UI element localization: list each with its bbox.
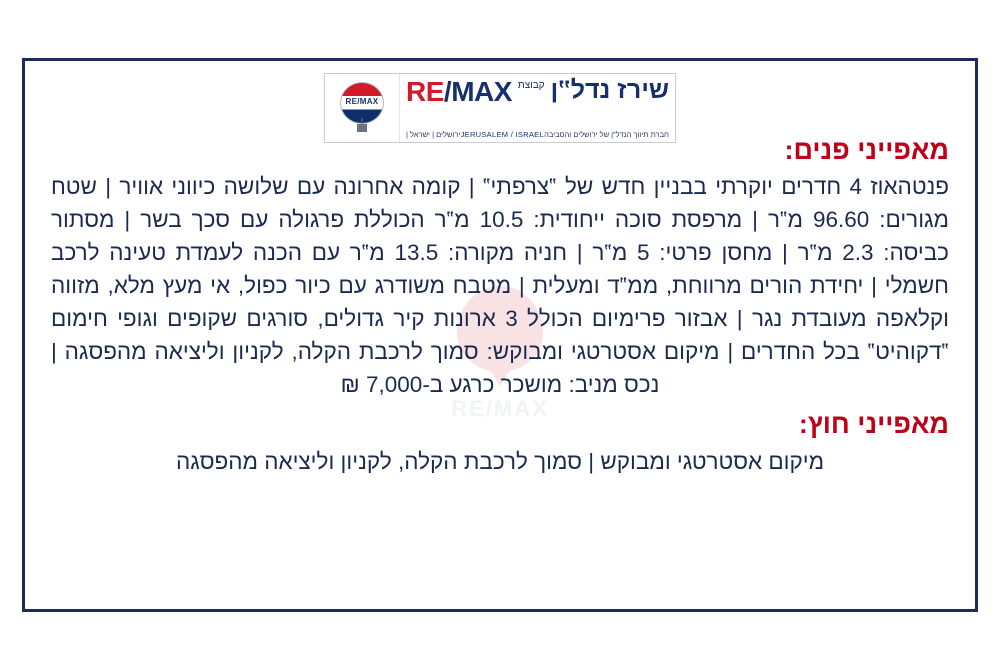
section-body-exterior: מיקום אסטרטגי ומבוקש | סמוך לרכבת הקלה, לקניון וליציאה מהפסגה <box>175 448 825 474</box>
logo-tagline-hebrew: חברת תיווך הנדל‟ן של ירושלים והסביבה <box>544 130 669 139</box>
logo-kvutzat-label: קבוצת <box>517 80 545 91</box>
watermark-label: RE/MAX <box>451 396 549 421</box>
logo-balloon-area <box>325 74 400 142</box>
section-title-exterior: מאפייני חוץ: <box>798 409 949 440</box>
remax-logo <box>324 73 676 143</box>
flyer-content <box>25 135 975 478</box>
logo-tagline-english: JERUSALEM / ISRAEL <box>460 130 544 139</box>
balloon-basket-icon <box>357 124 367 132</box>
flyer-frame <box>22 58 978 612</box>
section-title-interior: מאפייני פנים: <box>784 135 949 165</box>
logo-tagline-row <box>406 130 669 139</box>
logo-locations: ירושלים | ישראל | <box>406 130 461 139</box>
section-body-interior: פנטהאוז 4 חדרים יוקרתי בבניין חדש של ‟צרפתי‟ | קומה אחרונה עם שלושה כיווני אוויר | שטח מגורים: 96.60 מ‟ר | מרפסת סוכה ייחודית: 10.5 מ‟ר הכוללת פרגולה עם סכך בשר | מסתור כביסה: 2.3 מ‟ר | מחסן פרטי: 5 מ‟ר | חניה מקורה: 13.5 מ‟ר עם הכנה לעמדת טעינה לרכב חשמלי | יחידת הורים מרווחת, ממ‟ד ומעלית | מטבח משודרג עם כיור כפול, אי מעץ מלא, מזווה וקלאפה מעובדת נגר | אבזור פרימיום הכולל 3 ארונות קיר גדולים, סורגים שקופים וגופי חימום ‟דקוהיט‟ בכל החדרים | מיקום אסטרטגי ומבוקש: סמוך לרכבת הקלה, לקניון וליציאה מהפסגה | נכס מניב: מושכר כרגע ב-7,000 ₪ <box>51 174 950 398</box>
logo-hebrew-name: שירז נדל‟ן <box>550 76 669 104</box>
logo-text-area <box>400 74 675 142</box>
logo-latin-name: RE/MAX <box>406 76 512 107</box>
balloon-label: RE/MAX <box>345 97 379 106</box>
